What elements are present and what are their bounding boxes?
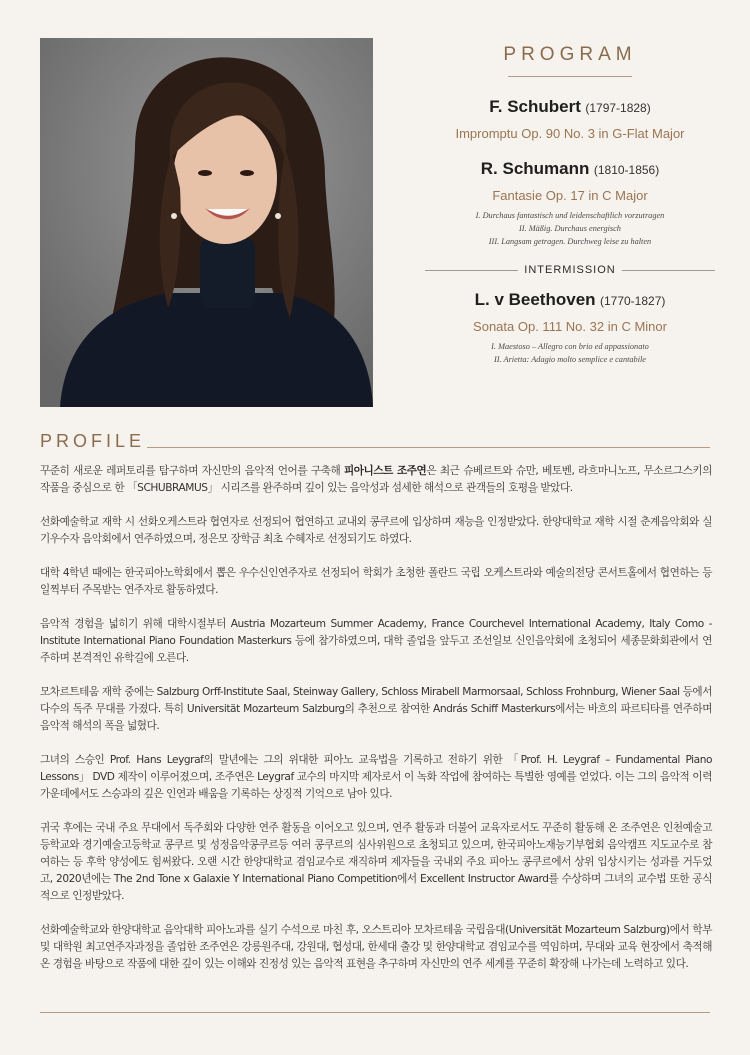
movement-list xyxy=(425,209,715,248)
profile-paragraph-6: 그녀의 스승인 Prof. Hans Leygraf의 말년에는 그의 위대한 피아노 교육법을 기록하고 전하기 위한 「Prof. H. Leygraf – Fundamental Piano Lessons」 DVD 제작이 이루어졌으며, 조주연은 Leygraf 교수의 마지막 제자로서 이 녹화 작업에 참여하는 특별한 영예를 얻었다. 이는 그의 음악적 이력 가운데에서도 스승과의 깊은 인연과 배움을 기록하는 상징적 기억으로 남아 있다. xyxy=(40,754,712,800)
program-heading: PROGRAM xyxy=(503,44,637,65)
profile-p1-intro: 꾸준히 새로운 레퍼토리를 탐구하며 자신만의 음악적 언어를 구축해 xyxy=(40,465,344,477)
movement-item: III. Langsam getragen. Durchweg leise zu halten xyxy=(488,237,652,246)
work-title: Sonata Op. 111 No. 32 in C Minor xyxy=(473,319,667,334)
movement-item: II. Mäßig. Durchaus energisch xyxy=(519,224,621,233)
program-piece-beethoven xyxy=(425,290,715,366)
profile-header xyxy=(40,428,710,450)
program-section xyxy=(425,38,715,366)
portrait-photo xyxy=(40,38,373,407)
profile-paragraph-8: 선화예술학교와 한양대학교 음악대학 피아노과를 실기 수석으로 마친 후, 오스트리아 모차르테움 국립음대(Universität Mozarteum Salzburg)에서 학부 및 대학원 최고연주자과정을 졸업한 조주연은 강릉원주대, 강원대, 협성대, 한세대 출강 및 한양대학교 겸임교수를 역임하며, 무대와 교육 현장에서 축적해 온 경험을 바탕으로 작품에 대한 깊이 있는 이해와 진정성 있는 음악적 표현을 추구하며 자신만의 연주 세계를 꾸준히 확장해 나가는데 노력하고 있다. xyxy=(40,924,712,970)
program-piece-schubert xyxy=(425,97,715,141)
intermission-label: INTERMISSION xyxy=(524,264,616,276)
work-title: Fantasie Op. 17 in C Major xyxy=(492,188,648,203)
composer-years: (1810-1856) xyxy=(593,163,660,177)
profile-paragraph-4: 음악적 경험을 넓히기 위해 대학시절부터 Austria Mozarteum Summer Academy, France Courchevel International Academy, Italy Como -Institute International Piano Foundation Masterkurs 등에 참가하였으며, 대학 졸업을 앞두고 조선일보 신인음악회에 초청되어 세종문화회관에서 연주하며 본격적인 유학길에 오른다. xyxy=(40,618,712,664)
movement-item: I. Durchaus fantastisch und leidenschaftlich vorzutragen xyxy=(475,211,665,220)
profile-paragraph-2: 선화예술학교 재학 시 선화오케스트라 협연자로 선정되어 협연하고 교내외 콩쿠르에 입상하며 재능을 인정받았다. 한양대학교 재학 시절 춘계음악회와 실기우수자 음악회에서 연주하였으며, 정은모 장학금 최초 수혜자로 선정되기도 하였다. xyxy=(40,516,712,545)
movement-item: I. Maestoso – Allegro con brio ed appassionato xyxy=(491,342,649,351)
program-piece-schumann xyxy=(425,159,715,248)
profile-paragraph-3: 대학 4학년 때에는 한국피아노학회에서 뽑은 우수신인연주자로 선정되어 학회가 초청한 폴란드 국립 오케스트라와 예술의전당 콘서트홀에서 협연하는 등 일찍부터 주목받는 연주자로 활동하였다. xyxy=(40,567,712,596)
portrait-illustration xyxy=(40,38,373,407)
bottom-rule xyxy=(40,1012,710,1013)
intermission-rule-left xyxy=(425,270,518,271)
movement-item: II. Arietta: Adagio molto semplice e cantabile xyxy=(493,355,646,364)
composer-years: (1770-1827) xyxy=(599,294,666,308)
composer-years: (1797-1828) xyxy=(585,101,651,115)
profile-heading: PROFILE xyxy=(40,431,146,451)
program-heading-rule xyxy=(508,76,632,77)
profile-paragraph-5: 모차르트테움 재학 중에는 Salzburg Orff-Institute Saal, Steinway Gallery, Schloss Mirabell Marmorsaal, Schloss Frohnburg, Wiener Saal 등에서 다수의 독주 무대를 가졌다. 특히 Universität Mozarteum Salzburg의 추천으로 참여한 András Schiff Masterkurs에서는 바흐의 파르티타를 연주하며 음악적 해석의 폭을 넓혔다. xyxy=(40,686,712,732)
composer-name: F. Schubert xyxy=(489,97,581,116)
profile-paragraph-1 xyxy=(40,463,712,497)
composer-name: R. Schumann xyxy=(480,159,590,178)
profile-body xyxy=(40,463,712,990)
profile-heading-rule xyxy=(147,447,710,448)
profile-p1-rest: 은 최근 슈베르트와 슈만, 베토벤, 라흐마니노프, 무소르그스키의 작품을 중심으로 한 「SCHUBRAMUS」 시리즈를 완주하며 깊이 있는 음악성과 섬세한 해석으로 관객들의 호평을 받았다. xyxy=(40,465,712,494)
composer-name: L. v Beethoven xyxy=(474,290,596,309)
work-title: Impromptu Op. 90 No. 3 in G-Flat Major xyxy=(455,126,685,141)
intermission-rule-right xyxy=(622,270,715,271)
intermission-divider xyxy=(425,264,715,276)
artist-name: 피아니스트 조주연 xyxy=(343,465,427,477)
movement-list xyxy=(425,340,715,366)
profile-paragraph-7: 귀국 후에는 국내 주요 무대에서 독주회와 다양한 연주 활동을 이어오고 있으며, 연주 활동과 더불어 교육자로서도 꾸준히 활동해 온 조주연은 인천예술고등학교와 경기예술고등학교 콩쿠르 및 성정음악콩쿠르등 여러 콩쿠르의 심사위원으로 초청되고 있으며, 한국피아노재능기부협회 음악캠프 지도교수로 참여하는 등 후학 양성에도 힘써왔다. 오랜 시간 한양대학교 겸임교수로 재직하며 제자들을 국내외 주요 피아노 콩쿠르에서 상위 입상시키는 성과를 거두었고, 2020년에는 The 2nd Tone x Galaxie Y International Piano Competition에서 Excellent Instructor Award를 수상하며 그녀의 교수법 또한 공식적으로 인정받았다. xyxy=(40,822,712,902)
